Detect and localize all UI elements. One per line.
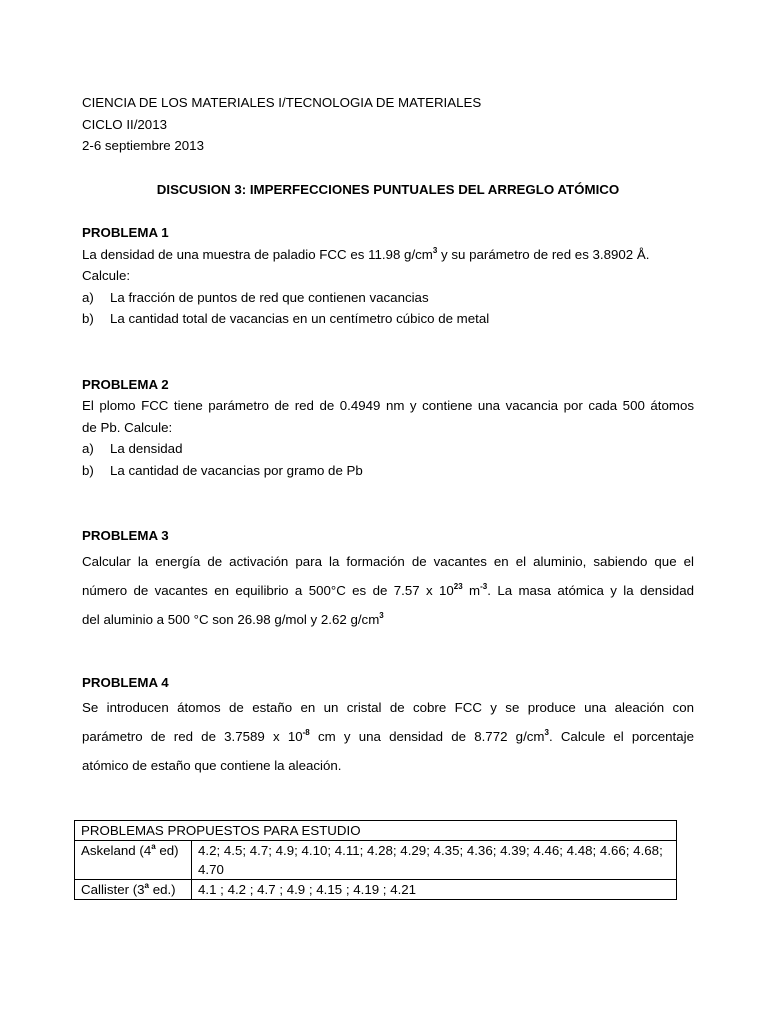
problem-list: 4.2; 4.5; 4.7; 4.9; 4.10; 4.11; 4.28; 4.29; 4.35; 4.36; 4.39; 4.46; 4.48; 4.66; 4.68; 4.70 [192,841,677,880]
book-name: Callister (3$^a$ ed.) [75,880,192,900]
problem-2-statement-cont: de Pb. Calcule: [82,419,173,435]
problem-2-statement: El plomo FCC tiene parámetro de red de 0.4949 nm y contiene una vacancia por cada 500 átomos [82,398,694,413]
problem-1-items [82,287,694,330]
date-range: 2-6 septiembre 2013 [82,138,204,153]
course-name: CIENCIA DE LOS MATERIALES I/TECNOLOGIA DE MATERIALES [82,95,482,110]
table-header: PROBLEMAS PROPUESTOS PARA ESTUDIO [75,821,677,841]
problem-4-heading: PROBLEMA 4 [82,674,169,690]
list-item: a) La densidad [82,441,183,456]
table-row [75,841,677,880]
table-header-row [75,821,677,841]
document-body [82,92,694,780]
list-item: b) La cantidad total de vacancias en un centímetro cúbico de metal [82,311,490,326]
problem-3-statement: Calcular la energía de activación para la formación de vacantes en el aluminio, sabiendo que el número de vacantes en equilibrio a 500°C es de 7.57 x $10^{23}$ $m^{-3}$. La masa atómica y la densidad del aluminio a 500 °C son 26.98 g/mol y 2.62 $g/cm^3$ [82,553,694,627]
study-problems-table [74,820,677,900]
problem-4-statement: Se introducen átomos de estaño en un cristal de cobre FCC y se produce una aleación con parámetro de red de 3.7589 x $10^{-8}$ cm y una densidad de 8.772 $g/cm^3$. Calcule el porcentaje atómico de estaño que contiene la aleación. [82,700,694,773]
list-item: b) La cantidad de vacancias por gramo de Pb [82,462,363,478]
book-name: Askeland (4$^a$ ed) [75,841,192,880]
problem-3-heading: PROBLEMA 3 [82,528,169,543]
problem-1-statement: La densidad de una muestra de paladio FCC es 11.98 $g/cm^3$ y su parámetro de red es 3.8902 Å. [82,245,650,262]
list-item: a) La fracción de puntos de red que contienen vacancias [82,289,429,305]
problem-list: 4.1 ; 4.2 ; 4.7 ; 4.9 ; 4.15 ; 4.19 ; 4.21 [192,880,677,900]
problem-2-heading: PROBLEMA 2 [82,376,169,392]
cycle: CICLO II/2013 [82,116,167,132]
page-title: DISCUSION 3: IMPERFECCIONES PUNTUALES DEL ARREGLO ATÓMICO [156,181,620,197]
problem-1-calcule: Calcule: [82,268,131,283]
problem-2-items [82,438,694,481]
table-row [75,880,677,900]
problem-1-heading: PROBLEMA 1 [82,225,169,240]
